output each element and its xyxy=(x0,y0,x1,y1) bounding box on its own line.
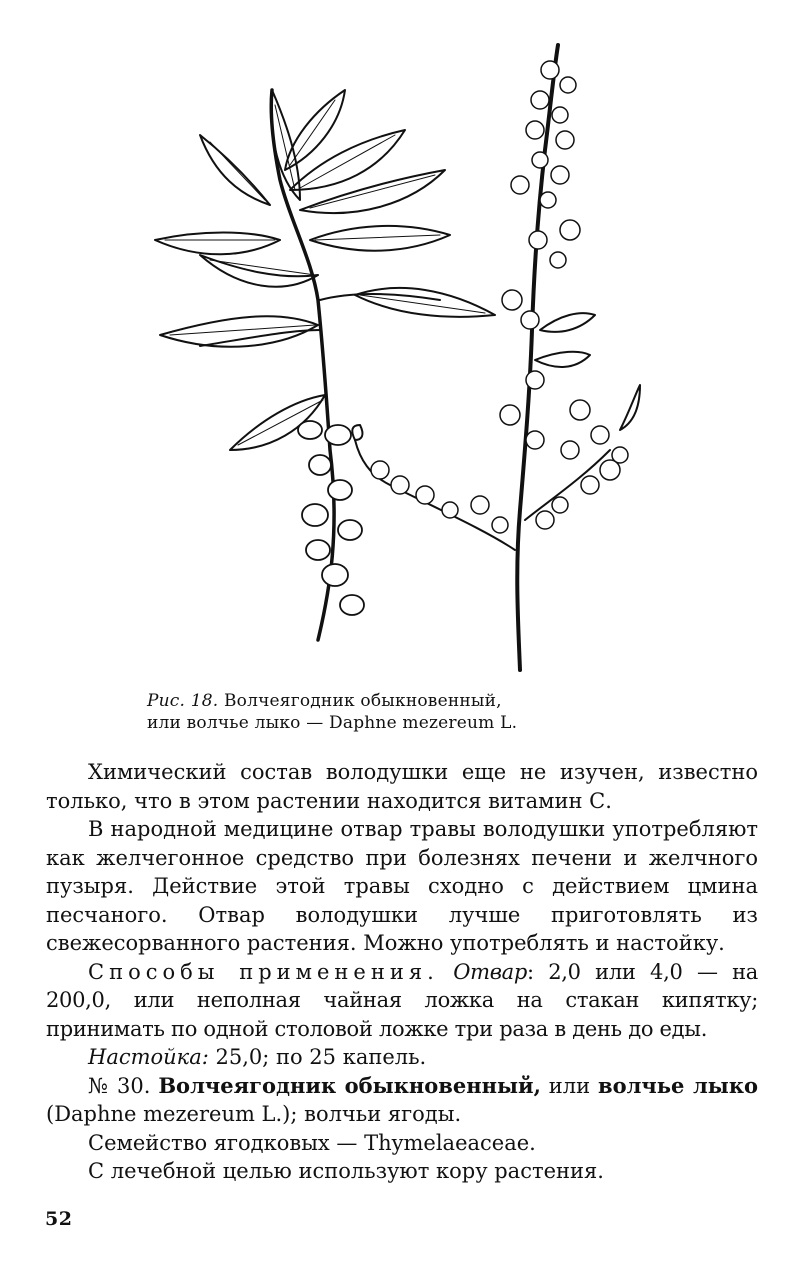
page-number: 52 xyxy=(45,1208,73,1230)
paragraph-folk-medicine: В народной медицине отвар травы володушки употребляют как желчегонное средство при болезнях печени и желчного пузыря. Действие этой травы сходно с действием цмина песчаного. Отвар володушки лучше приготовлять из свежесорванного растения. Можно употреблять и настойку. xyxy=(46,817,758,955)
entry-title: Волчеягодник обыкновенный, xyxy=(158,1072,541,1098)
tincture-text: 25,0; по 25 капель. xyxy=(208,1045,427,1069)
methods-heading: Способы применения. xyxy=(88,959,439,984)
caption-line-2: или волчье лыко — Daphne mezereum L. xyxy=(147,713,518,733)
paragraph-chemical-composition: Химический состав володушки еще не изучен, известно только, что в этом растении находится витамин С. xyxy=(46,760,758,813)
body-text xyxy=(46,758,758,1186)
caption-line-1: Волчеягодник обыкновенный, xyxy=(223,691,502,711)
entry-number: № 30. xyxy=(88,1073,151,1098)
paragraph-family: Семейство ягодковых — Thymelaeaceae. xyxy=(88,1130,536,1155)
entry-title-2: волчье лыко xyxy=(598,1072,758,1098)
tincture-label: Настойка: xyxy=(88,1045,209,1069)
figure-label: Рис. 18. xyxy=(147,691,219,711)
paragraph-usage: С лечебной целью используют кору растения. xyxy=(88,1159,604,1183)
daphne-mezereum-illustration xyxy=(140,30,660,680)
paragraph-tincture xyxy=(46,1043,758,1072)
paragraph-methods xyxy=(46,958,758,1044)
paragraph-entry-30 xyxy=(46,1072,758,1129)
entry-mid: или xyxy=(540,1073,599,1098)
entry-latin: (Daphne mezereum L.); волчьи ягоды. xyxy=(46,1102,462,1126)
decoction-label: Отвар xyxy=(453,959,528,984)
decoction-text: : 2,0 или 4,0 — на 200,0, или неполная чайная ложка на стакан кипятку; принимать по одной столовой ложке три раза в день до еды. xyxy=(46,959,758,1041)
figure-caption xyxy=(147,690,707,734)
